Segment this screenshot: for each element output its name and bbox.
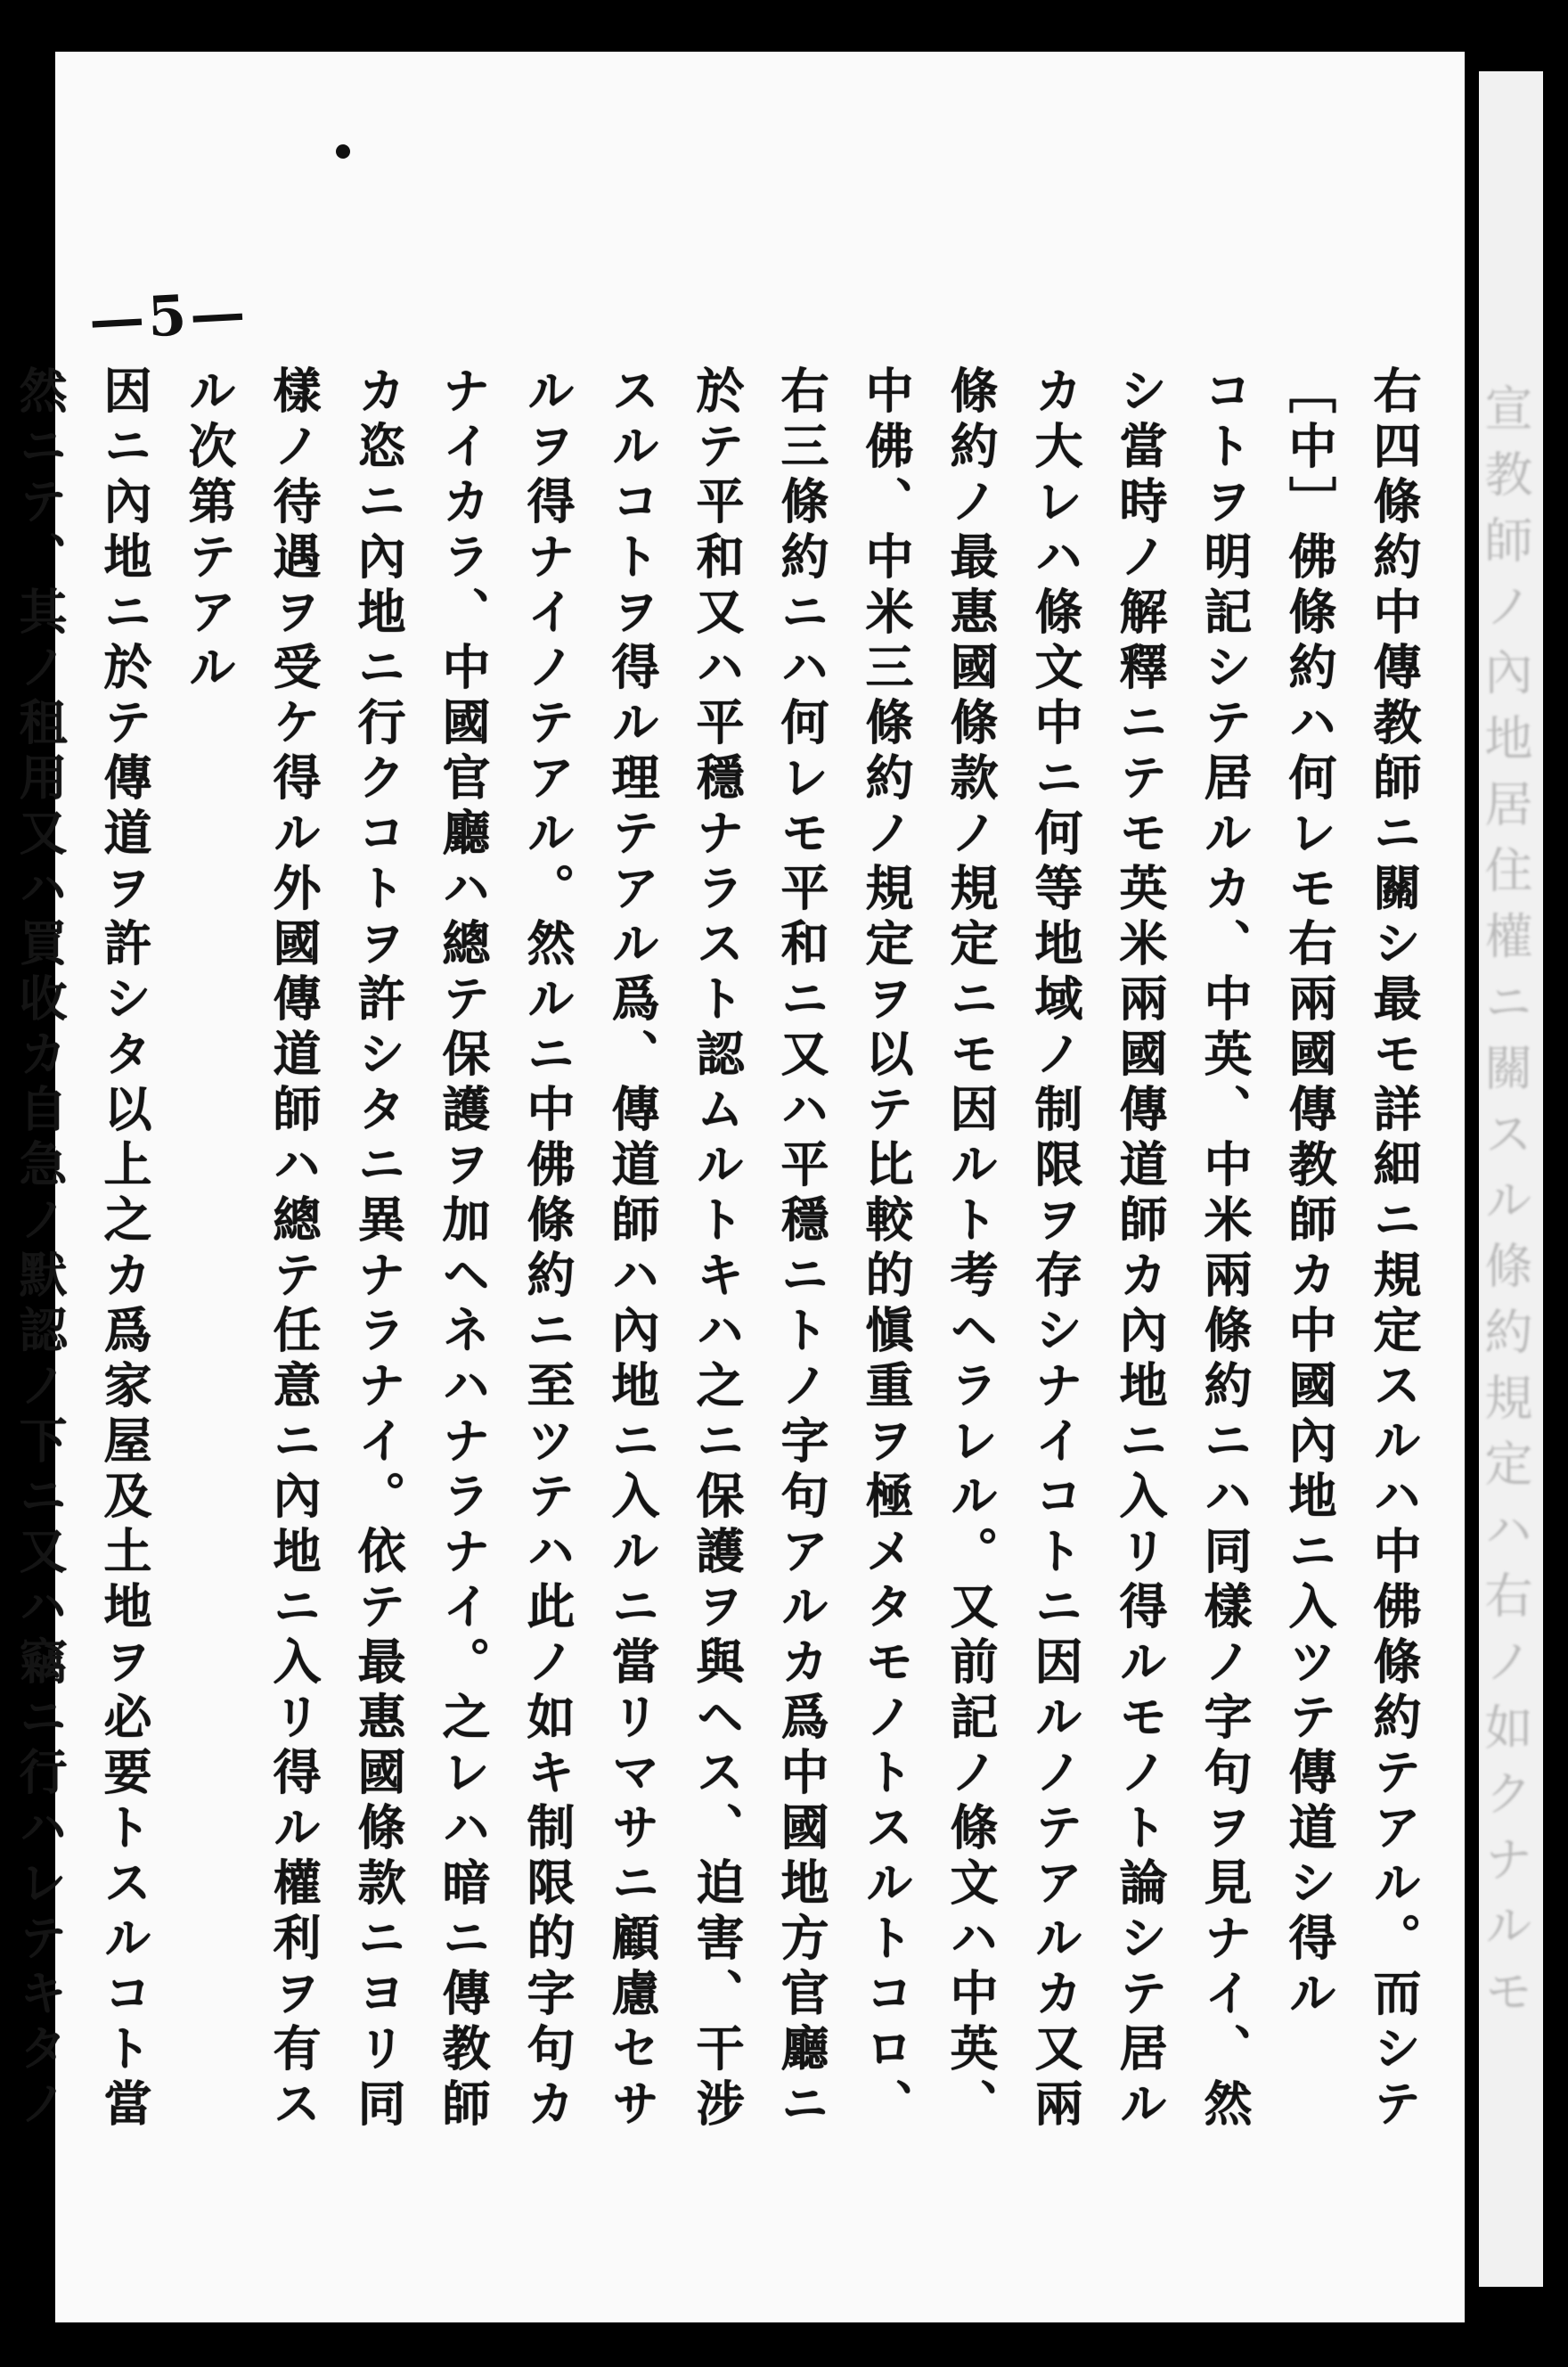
ink-dot — [336, 144, 350, 159]
text-column-16: 因ニ內地ニ於テ傳道ヲ許シタ以上之カ爲家屋及土地ヲ必要トスルコト當 — [96, 365, 153, 2134]
text-column-3: コトヲ明記シテ居ルカ、中英、中米兩條約ニハ同樣ノ字句ヲ見ナイ、然 — [1196, 365, 1254, 2134]
text-column-9: 於テ平和又ハ平穩ナラスト認ムルトキハ之ニ保護ヲ與ヘス、迫害、干涉 — [689, 365, 746, 2134]
bleed-through-text: 宣教師ノ內地居住權ニ關スル條約規定ハ右ノ如クナルモ — [1477, 383, 1533, 2032]
text-column-5: カ大レハ條文中ニ何等地域ノ制限ヲ存シナイコトニ因ルノテアルカ又兩 — [1027, 365, 1084, 2134]
text-column-7: 中佛、中米三條約ノ規定ヲ以テ比較的愼重ヲ極メタモノトスルトコロ、 — [858, 365, 915, 2134]
text-column-11: ルヲ得ナイノテアル。然ルニ中佛條約ニ至ツテハ此ノ如キ制限的字句カ — [519, 365, 576, 2134]
text-column-12: ナイカラ、中國官廳ハ總テ保護ヲ加ヘネハナラナイ。之レハ暗ニ傳教師 — [435, 365, 492, 2134]
text-column-14: 樣ノ待遇ヲ受ケ得ル外國傳道師ハ總テ任意ニ內地ニ入リ得ル權利ヲ有ス — [265, 365, 323, 2134]
text-column-17: 然ニテ、其ノ租用又ハ買收カ自急ノ默認ノ下ニ又ハ竊ニ行ハレテキタノ — [12, 365, 69, 2134]
text-column-15: ル次第テアル — [181, 365, 238, 697]
text-column-6: 條約ノ最惠國條款ノ規定ニモ因ルト考ヘラレル。又前記ノ條文ハ中英、 — [943, 365, 1000, 2134]
text-column-13: カ恣ニ內地ニ行クコトヲ許シタニ異ナラナイ。依テ最惠國條款ニヨリ同 — [350, 365, 407, 2134]
text-column-1: 右四條約中傳教師ニ關シ最モ詳細ニ規定スルハ中佛條約テアル。而シテ — [1366, 365, 1423, 2134]
text-column-8: 右三條約ニハ何レモ平和ニ又ハ平穩ニトノ字句アルカ爲中國地方官廳ニ — [773, 365, 830, 2134]
body-text — [12, 365, 1436, 2255]
text-column-2: ［中］佛條約ハ何レモ右兩國傳教師カ中國內地ニ入ツテ傳道シ得ル — [1281, 365, 1338, 2023]
text-column-4: シ當時ノ解釋ニテモ英米兩國傳道師カ內地ニ入リ得ルモノト論シテ居ル — [1112, 365, 1169, 2134]
text-column-10: スルコトヲ得ル理テアル爲、傳道師ハ內地ニ入ルニ當リマサニ顧慮セサ — [604, 365, 661, 2134]
page-number: —5— — [87, 279, 250, 353]
